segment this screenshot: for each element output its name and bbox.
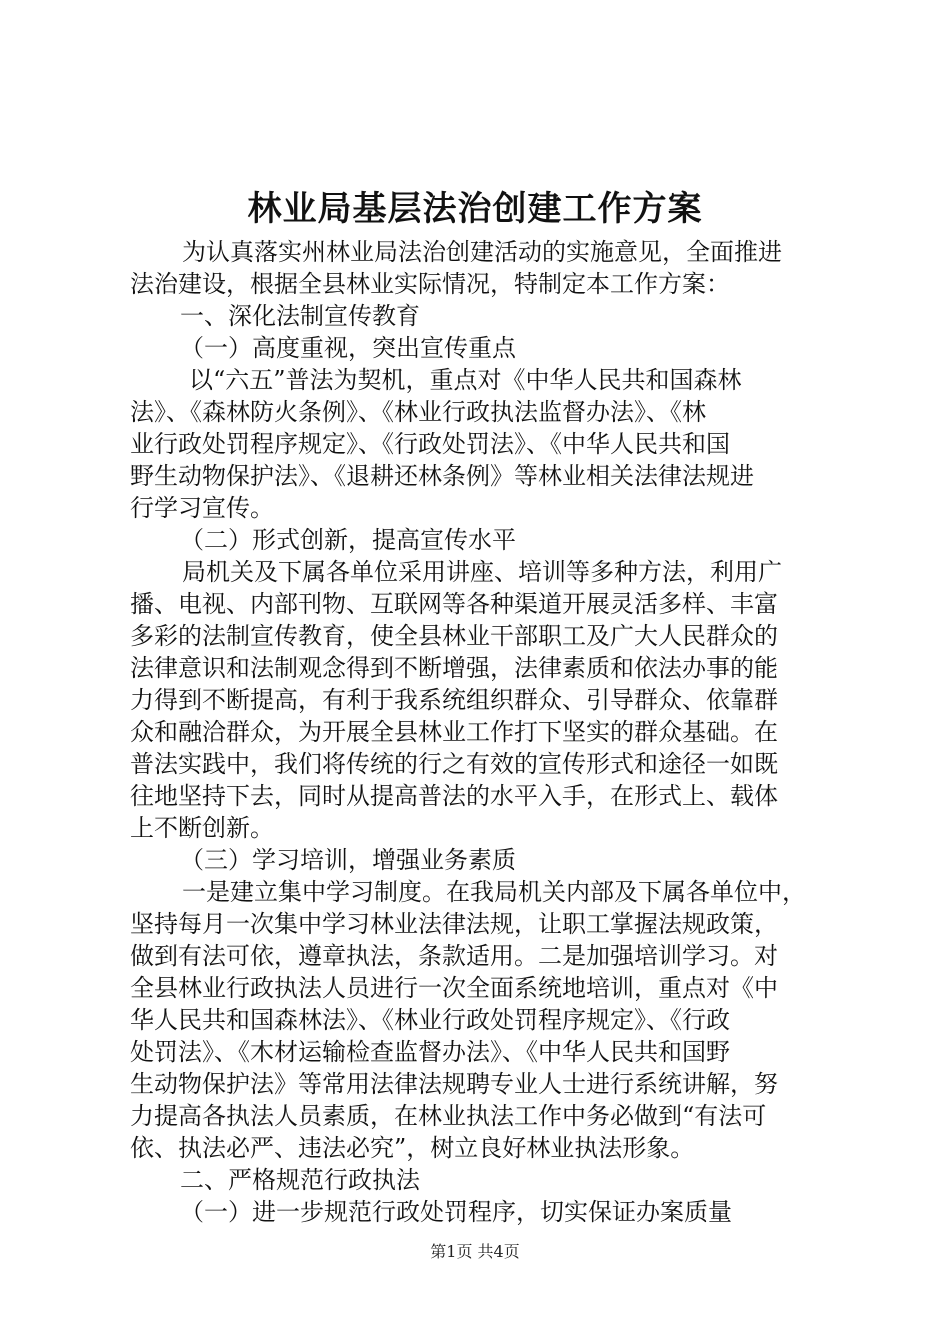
paragraph-line: 法》、《森林防火条例》、《林业行政执法监督办法》、《林: [130, 398, 706, 426]
paragraph-line: 局机关及下属各单位采用讲座、培训等多种方法，利用广: [182, 558, 782, 586]
paragraph-line: 普法实践中，我们将传统的行之有效的宣传形式和途径一如既: [130, 750, 778, 778]
subsection-heading: （一）高度重视，突出宣传重点: [180, 334, 516, 362]
page-number-footer: 第1页 共4页: [430, 1242, 520, 1261]
paragraph-line: 播、电视、内部刊物、互联网等各种渠道开展灵活多样、丰富: [130, 590, 778, 618]
paragraph-line: 以“六五”普法为契机，重点对《中华人民共和国森林: [189, 366, 742, 394]
paragraph-line: 生动物保护法》等常用法律法规聘专业人士进行系统讲解，努: [130, 1070, 778, 1098]
paragraph-line: 依、执法必严、违法必究”，树立良好林业执法形象。: [130, 1134, 695, 1162]
section-heading: 二、严格规范行政执法: [180, 1166, 420, 1194]
paragraph-line: 野生动物保护法》、《退耕还林条例》等林业相关法律法规进: [130, 462, 754, 490]
paragraph-line: 行学习宣传。: [130, 494, 274, 522]
paragraph-line: 坚持每月一次集中学习林业法律法规，让职工掌握法规政策，: [130, 910, 778, 938]
paragraph-line: 做到有法可依，遵章执法，条款适用。二是加强培训学习。对: [130, 942, 778, 970]
paragraph-line: 多彩的法制宣传教育，使全县林业干部职工及广大人民群众的: [130, 622, 778, 650]
subsection-heading: （二）形式创新，提高宣传水平: [180, 526, 516, 554]
paragraph-line: 法律意识和法制观念得到不断增强，法律素质和依法办事的能: [130, 654, 778, 682]
paragraph-line: 一是建立集中学习制度。在我局机关内部及下属各单位中，: [182, 878, 806, 906]
paragraph-line: 为认真落实州林业局法治创建活动的实施意见，全面推进: [182, 238, 782, 266]
section-heading: 一、深化法制宣传教育: [180, 302, 420, 330]
paragraph-line: 力提高各执法人员素质，在林业执法工作中务必做到“有法可: [130, 1102, 767, 1130]
paragraph-line: 处罚法》、《木材运输检查监督办法》、《中华人民共和国野: [130, 1038, 730, 1066]
subsection-heading: （三）学习培训，增强业务素质: [180, 846, 516, 874]
paragraph-line: 法治建设，根据全县林业实际情况，特制定本工作方案：: [130, 270, 730, 298]
paragraph-line: 众和融洽群众，为开展全县林业工作打下坚实的群众基础。在: [130, 718, 778, 746]
paragraph-line: 上不断创新。: [130, 814, 274, 842]
paragraph-line: 力得到不断提高，有利于我系统组织群众、引导群众、依靠群: [130, 686, 778, 714]
paragraph-line: 往地坚持下去，同时从提高普法的水平入手，在形式上、载体: [130, 782, 778, 810]
subsection-heading: （一）进一步规范行政处罚程序，切实保证办案质量: [180, 1198, 732, 1226]
paragraph-line: 业行政处罚程序规定》、《行政处罚法》、《中华人民共和国: [130, 430, 730, 458]
document-title: 林业局基层法治创建工作方案: [247, 189, 703, 229]
paragraph-line: 华人民共和国森林法》、《林业行政处罚程序规定》、《行政: [130, 1006, 730, 1034]
paragraph-line: 全县林业行政执法人员进行一次全面系统地培训，重点对《中: [130, 974, 778, 1002]
